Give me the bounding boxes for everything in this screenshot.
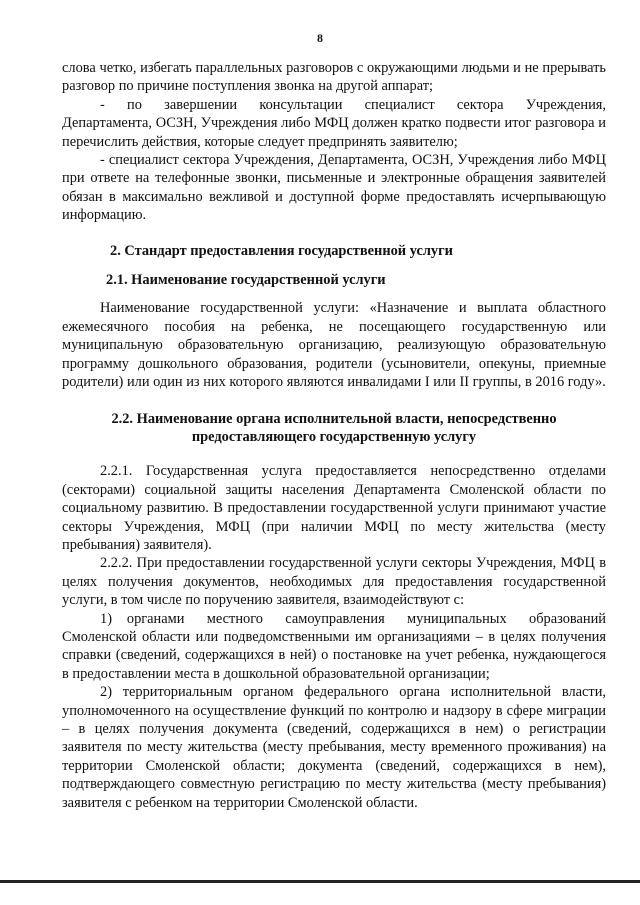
paragraph-service-name: Наименование государственной услуги: «Назначение и выплата областного ежемесячного пособия на ребенка, не посещающего государственную или муниципальную образовательную организацию, реализующую образовательную программу дошкольного образования, родители (усыновители, опекуны, приемные родители) или один из них которого являются инвалидами I или II группы, в 2016 году».	[62, 300, 606, 391]
paragraph-2-2-1: 2.2.1. Государственная услуга предоставляется непосредственно отделами (секторами) социальной защиты населения Департамента Смоленской области по социальному развитию. В предоставлении государственной услуги принимают участие секторы Учреждения, МФЦ (при наличии МФЦ по месту жительства (месту пребывания) заявителя).	[62, 463, 606, 553]
list-item-migration-authority: 2) территориальным органом федерального органа исполнительной власти, уполномоченного на осуществление функций по контролю и надзору в сфере миграции – в целях получения документа (сведений, содержащихся в нем) о регистрации заявителя по месту жительства (месту пребывания, месту временного проживания) на территории Смоленской области; документа (сведений, содержащихся в нем), подтверждающего совместную регистрацию по месту жительства (месту пребывания) заявителя с ребенком на территории Смоленской области.	[62, 684, 606, 811]
footer-rule	[0, 880, 640, 883]
paragraph-continuation: слова четко, избегать параллельных разговоров с окружающими людьми и не прерывать разговор по причине поступления звонка на другой аппарат;	[62, 60, 606, 95]
subsection-heading-authority-line1: 2.2. Наименование органа исполнительной власти, непосредственно	[111, 410, 557, 427]
page-number: 8	[317, 31, 323, 45]
paragraph-phone-answer: - специалист сектора Учреждения, Департамента, ОСЗН, Учреждения либо МФЦ при ответе на телефонные звонки, письменные и электронные обращения заявителей обязан в максимально вежливой и доступной форме предоставлять исчерпывающую информацию.	[62, 152, 606, 224]
document-body	[62, 59, 606, 812]
subsection-heading-authority-line2: предоставляющего государственную услугу	[191, 428, 477, 445]
paragraph-consultation-end: - по завершении консультации специалист сектора Учреждения, Департамента, ОСЗН, Учреждения либо МФЦ должен кратко подвести итог разговора и перечислить действия, которые следует предпринять заявителю;	[62, 96, 606, 150]
subsection-heading-service-name: 2.1. Наименование государственной услуги	[106, 272, 386, 289]
section-heading-standard: 2. Стандарт предоставления государственной услуги	[110, 242, 453, 259]
list-item-local-government: 1) органами местного самоуправления муниципальных образований Смоленской области или подведомственными им организациями – в целях получения справки (сведений, содержащихся в ней) о постановке на учет ребенка, нуждающегося в предоставлении места в дошкольной образовательной организации;	[62, 610, 606, 682]
subsection-heading-authority	[62, 410, 606, 447]
paragraph-2-2-2: 2.2.2. При предоставлении государственной услуги секторы Учреждения, МФЦ в целях получения документов, необходимых для предоставления государственной услуги, в том числе по поручению заявителя, взаимодействуют с:	[62, 555, 606, 609]
